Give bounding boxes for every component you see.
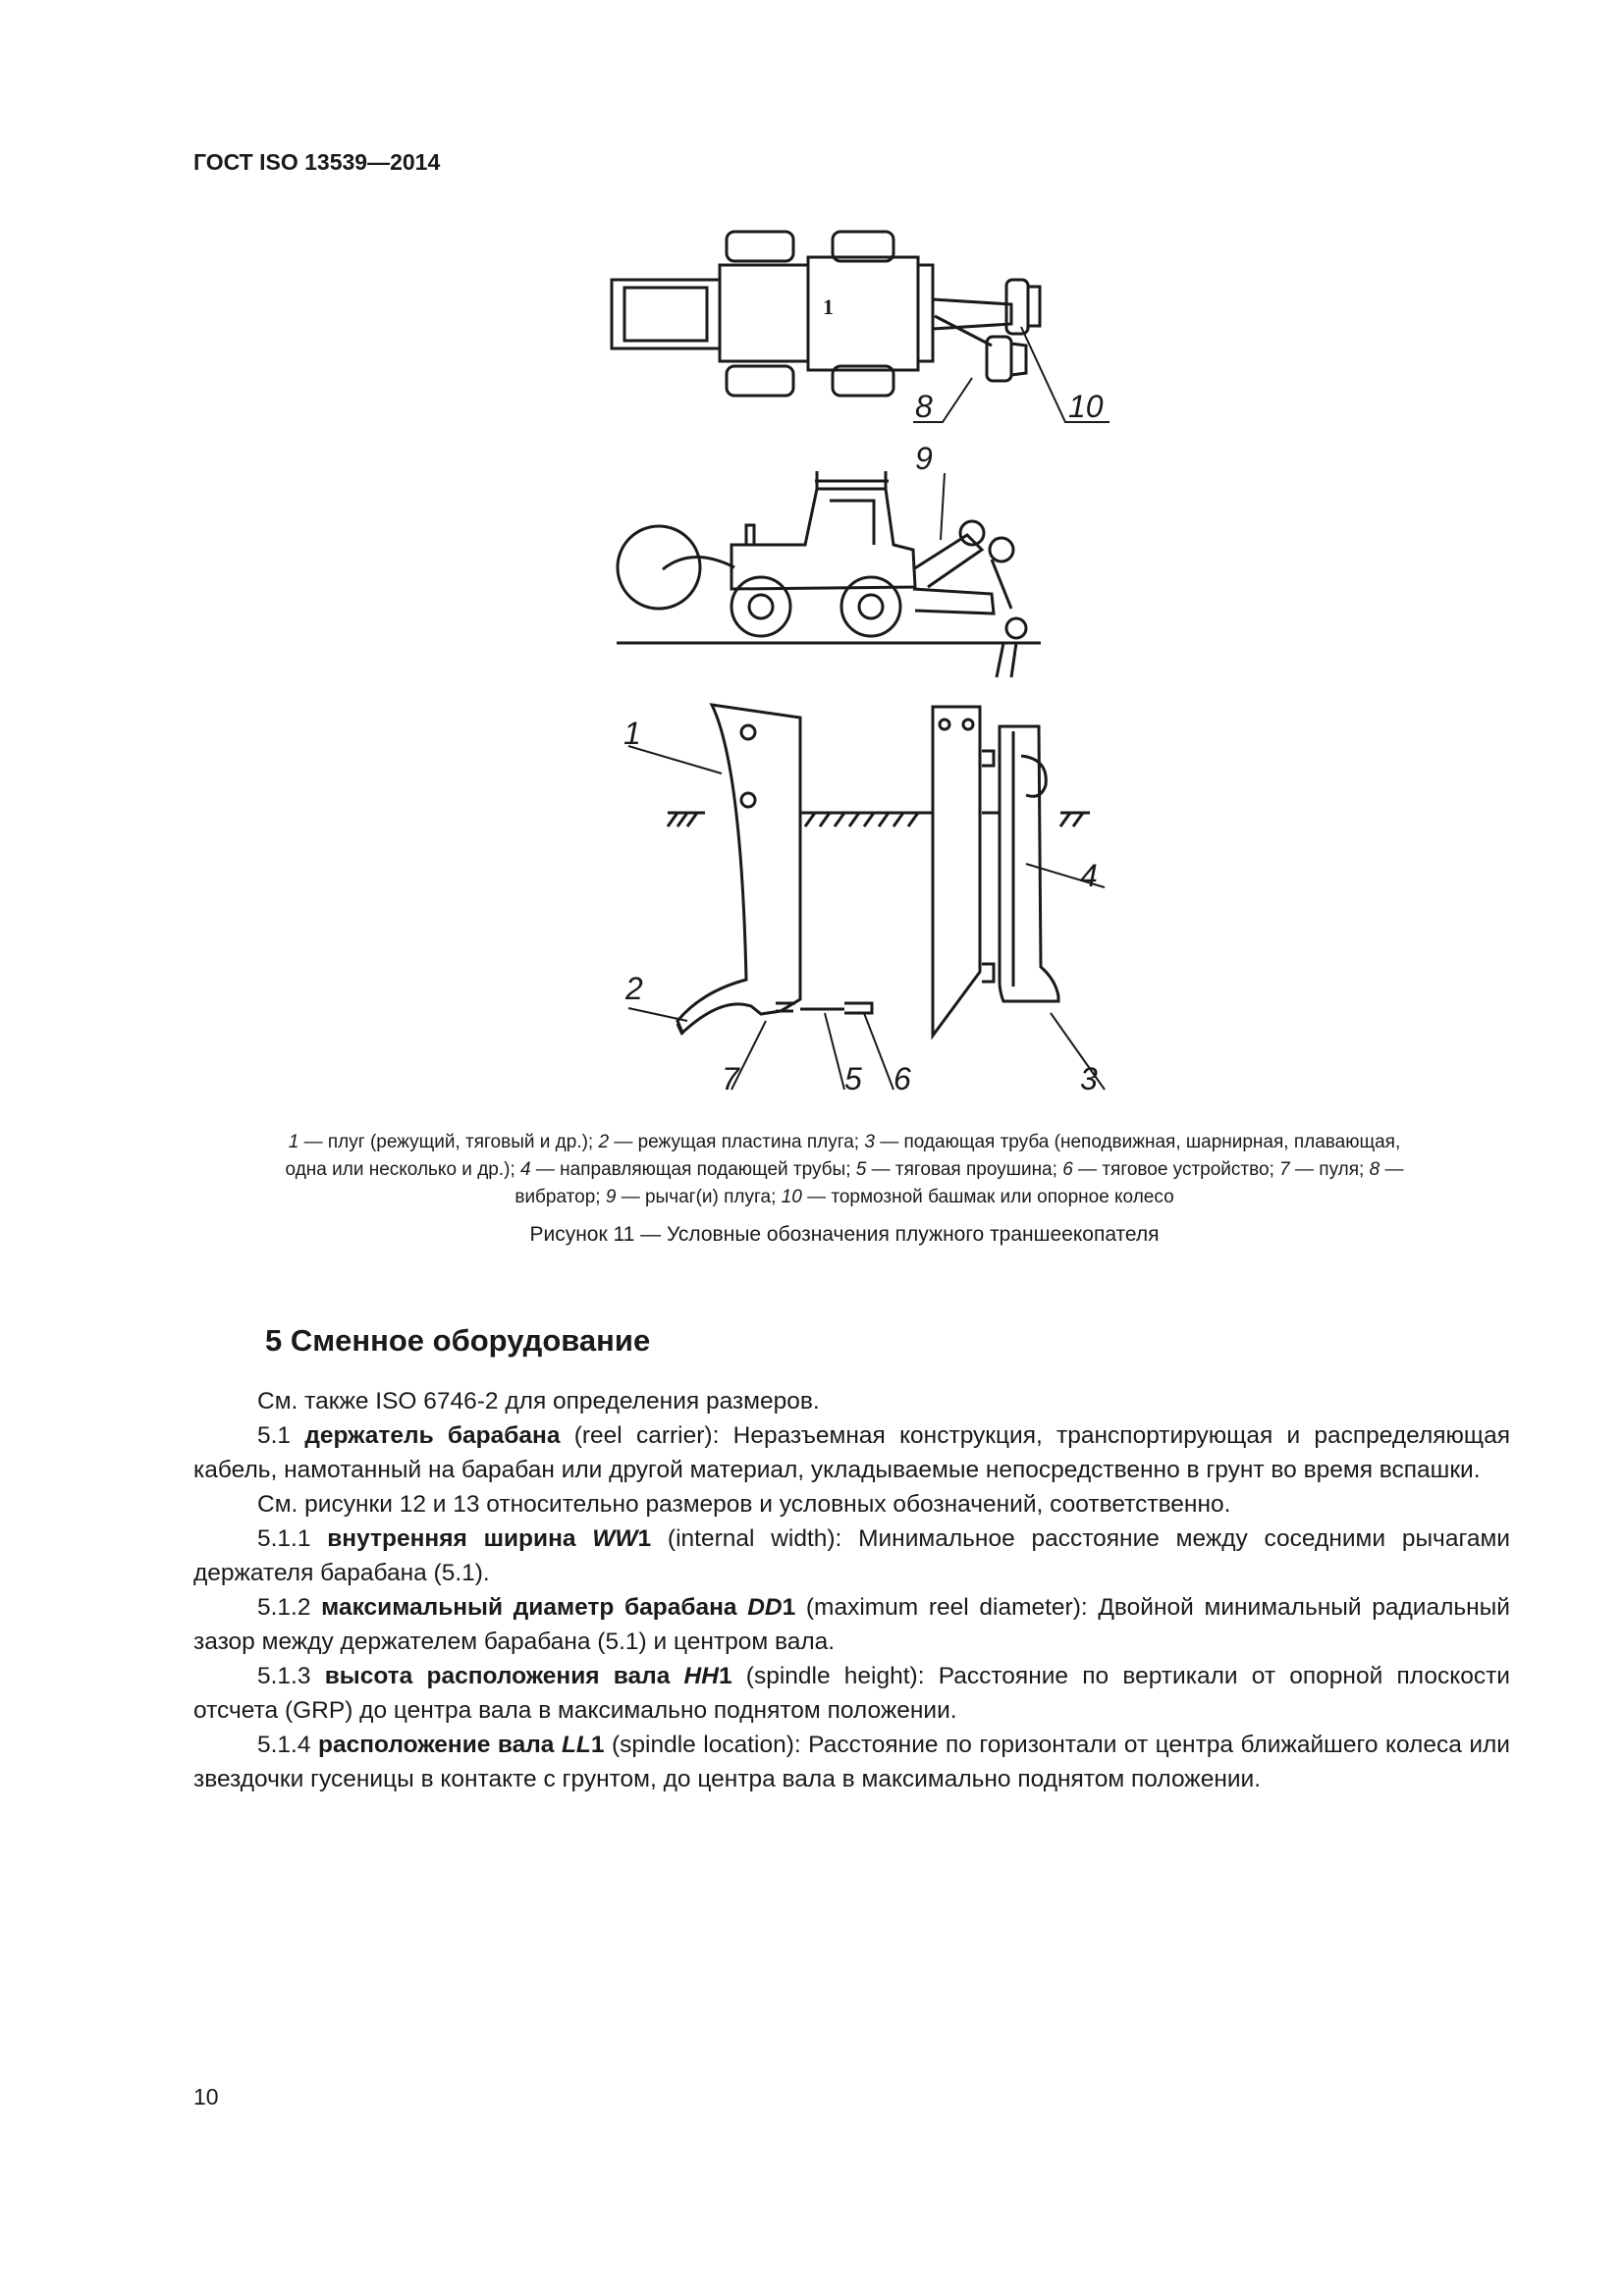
label-machine: 1 [823, 294, 834, 319]
label-8: 8 [915, 389, 933, 424]
paragraph-see-figures: См. рисунки 12 и 13 относительно размеров и условных обозначений, соответственно. [257, 1491, 1231, 1518]
feed-tube-drawing [933, 707, 1058, 1036]
plow-drawing [677, 705, 872, 1035]
page-number: 10 [193, 2084, 219, 2109]
paragraph-see-also: См. также ISO 6746-2 для определения размеров. [257, 1388, 820, 1415]
figure-caption: Рисунок 11 — Условные обозначения плужного траншеекопателя [529, 1223, 1160, 1246]
label-2: 2 [625, 971, 643, 1006]
paragraph-5-1-4: 5.1.4 расположение вала LL1 (spindle location): Расстояние по горизонтали от центра ближайшего колеса или звездочки гусеницы в контакте с грунтом, до центра вала в максимально поднятом положении. [193, 1732, 1510, 1792]
figure-legend: 1 — плуг (режущий, тяговый и др.); 2 — режущая пластина плуга; 3 — подающая труба (неподвижная, шарнирная, плавающая, одна или несколько и др.); 4 — направляющая подающей трубы; 5 — тяговая проушина; 6 — тяговое устройство; 7 — пуля; 8 — вибратор; 9 — рычаг(и) плуга; 10 — тормозной башмак или опорное колесо [285, 1132, 1404, 1207]
label-4: 4 [1080, 858, 1098, 893]
label-6: 6 [893, 1061, 911, 1096]
label-10: 10 [1068, 389, 1104, 424]
paragraph-5-1-3: 5.1.3 высота расположения вала HH1 (spindle height): Расстояние по вертикали от опорной плоскости отсчета (GRP) до центра вала в максимально поднятом положении. [193, 1663, 1510, 1724]
paragraph-5-1-1: 5.1.1 внутренняя ширина WW1 (internal width): Минимальное расстояние между соседними рычагами держателя барабана (5.1). [193, 1525, 1510, 1586]
section-body [193, 1384, 1510, 1796]
label-1: 1 [623, 716, 641, 751]
plow-trencher-figure [0, 0, 1624, 1129]
label-7: 7 [722, 1061, 739, 1096]
soil-surface [668, 813, 1090, 827]
label-3: 3 [1080, 1061, 1098, 1096]
side-view-drawing [618, 471, 1026, 677]
paragraph-5-1: 5.1 держатель барабана (reel carrier): Неразъемная конструкция, транспортирующая и распределяющая кабель, намотанный на барабан или другой материал, укладываемые непосредственно в грунт во время вспашки. [193, 1422, 1510, 1483]
document-header: ГОСТ ISO 13539—2014 [193, 149, 441, 175]
leader-lines [628, 327, 1110, 1090]
label-5: 5 [844, 1061, 862, 1096]
label-9: 9 [915, 441, 933, 476]
paragraph-5-1-2: 5.1.2 максимальный диаметр барабана DD1 (maximum reel diameter): Двойной минимальный радиальный зазор между держателем барабана (5.1) и центром вала. [193, 1594, 1510, 1655]
section-title: 5 Сменное оборудование [265, 1323, 651, 1358]
